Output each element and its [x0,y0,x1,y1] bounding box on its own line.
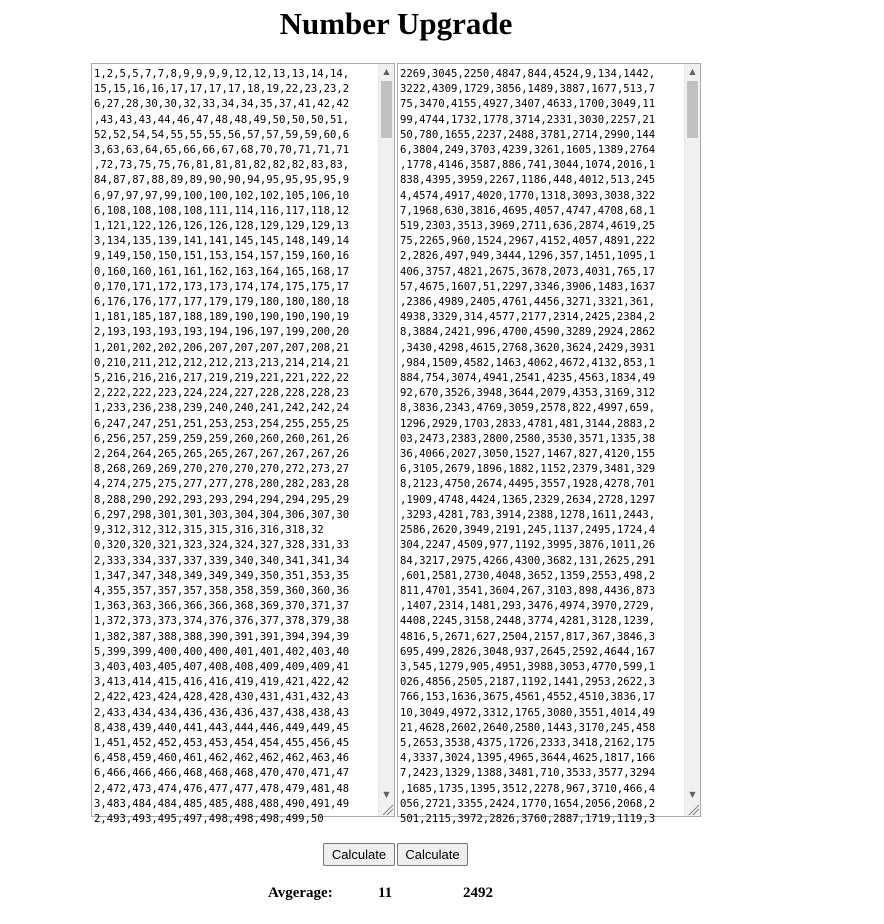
right-number-textarea[interactable] [397,63,701,825]
right-textarea-content[interactable]: 2269,3045,2250,4847,844,4524,9,134,1442, 3222,4309,1729,3856,1489,3887,1677,513,7 75,3470,4155,4927,3407,4633,1700,3049,11 99,4744,1732,1778,3714,2331,3030,2257,21 50,780,1655,2237,2488,3781,2714,2990,144 6,3804,249,3703,4239,3261,1605,1389,2764 ,1778,4146,3587,886,741,3044,1074,2016,1 838,4395,3959,2267,1186,448,4012,513,245 4,4574,4917,4020,1770,1318,3093,3038,322 7,1968,630,3816,4695,4057,4747,4708,68,1 519,2303,3513,3969,2711,636,2874,4619,25 75,2265,960,1524,2967,4152,4057,4891,222 2,2826,497,949,3444,1296,357,1451,1095,1 406,3757,4821,2675,3678,2073,4031,765,17 57,4675,1607,51,2297,3346,3906,1483,1637 ,2386,4989,2405,4761,4456,3271,3321,361, 4938,3329,314,4577,2177,2314,2425,2384,2 8,3884,2421,996,4700,4590,3289,2924,2862 ,3430,4298,4615,2768,3620,3624,2429,3931 ,984,1509,4582,1463,4062,4672,4132,853,1 884,754,3074,4941,2541,4235,4563,1834,49 92,670,3526,3948,3644,2079,4353,3169,312 8,3836,2343,4769,3059,2578,822,4997,659, 1296,2929,1703,2833,4781,481,3144,2883,2 03,2473,2383,2800,2580,3530,3571,1335,38 36,4066,2027,3050,1527,1467,827,4120,155 6,3105,2679,1896,1882,1152,2379,3481,329 8,2123,4750,2674,4495,3557,1928,4278,701 ,1909,4748,4424,1365,2329,2634,2728,1297 ,3293,4281,783,3914,2388,1278,1611,2443, 2586,2620,3949,2191,245,1137,2495,1724,4 304,2247,4509,977,1192,3995,3876,1011,26 84,3217,2975,4266,4300,3682,131,2625,291 ,601,2581,2730,4048,3652,1359,2553,498,2 811,4701,3541,3604,267,3103,898,4436,873 ,1407,2314,1481,293,3476,4974,3970,2729, 4408,2245,3158,2448,3774,4281,3128,1239, 4816,5,2671,627,2504,2157,817,367,3846,3 695,499,2826,3048,937,2645,2592,4644,167 3,545,1279,905,4951,3988,3053,4770,599,1 026,4856,2505,2187,1192,1441,2953,2622,3 766,153,1636,3675,4561,4552,4510,3836,17 10,3049,4972,3312,1765,3080,3551,4014,49 21,4628,2602,2640,2580,1443,3170,245,458 5,2653,3538,4375,1726,2333,3418,2162,175 4,3337,3024,1395,4965,3644,4625,1817,166 7,2423,1329,1388,3481,710,3533,3577,3294 ,1685,1735,1395,3512,2278,967,3710,466,4 056,2721,3355,2424,1770,1654,2056,2068,2 501,2115,3972,2826,3760,2887,1719,1119,3 [400,68,656,825]
scroll-up-arrow-icon[interactable]: ▲ [689,67,696,76]
resize-grip-icon[interactable] [381,803,393,815]
calculate-right-button[interactable]: Calculate [397,843,468,866]
average-right-value: 2492 [463,885,493,901]
scroll-down-arrow-icon[interactable]: ▼ [689,790,696,799]
scroll-up-arrow-icon[interactable]: ▲ [383,67,390,76]
scrollbar-thumb[interactable] [381,81,392,138]
left-textarea-content[interactable]: 1,2,5,5,7,7,8,9,9,9,9,12,12,13,13,14,14, 15,15,16,16,17,17,17,17,18,19,22,23,23,2 6,27,28,30,30,32,33,34,34,35,37,41,42,42 ,43,43,43,44,46,47,48,48,49,50,50,50,51, 52,52,54,54,55,55,55,56,57,57,59,59,60,6 3,63,63,64,65,66,66,67,68,70,70,71,71,71 ,72,73,75,75,76,81,81,81,82,82,82,83,83, 84,87,87,88,89,89,90,90,94,95,95,95,95,9 6,97,97,97,99,100,100,102,102,105,106,10 6,108,108,108,108,111,114,116,117,118,12 1,121,122,126,126,126,128,129,129,129,13 3,134,135,139,141,141,145,145,148,149,14 9,149,150,150,151,153,154,157,159,160,16 0,160,160,161,161,162,163,164,165,168,17 0,170,171,172,173,173,174,174,175,175,17 6,176,176,177,177,179,179,180,180,180,18 1,181,185,187,188,189,190,190,190,190,19 2,193,193,193,193,194,196,197,199,200,20 1,201,202,202,206,207,207,207,207,208,21 0,210,211,212,212,212,213,213,214,214,21 5,216,216,216,217,219,219,221,221,222,22 2,222,222,223,224,224,227,228,228,228,23 1,233,236,238,239,240,240,241,242,242,24 6,247,247,251,251,253,253,254,255,255,25 6,256,257,259,259,259,260,260,260,261,26 2,264,264,265,265,265,267,267,267,267,26 8,268,269,269,270,270,270,270,272,273,27 4,274,275,275,277,277,278,280,282,283,28 8,288,290,292,293,293,294,294,294,295,29 6,297,298,301,301,303,304,304,306,307,30 9,312,312,312,315,315,316,316,318,32 0,320,320,321,323,324,324,327,328,331,33 2,333,334,337,337,339,340,340,341,341,34 1,347,347,348,349,349,349,350,351,353,35 4,355,357,357,357,358,358,359,360,360,36 1,363,363,366,366,366,368,369,370,371,37 1,372,373,373,374,376,376,377,378,379,38 1,382,387,388,388,390,391,391,394,394,39 5,399,399,400,400,400,401,401,402,403,40 3,403,403,405,407,408,408,409,409,409,41 3,413,414,415,416,416,419,419,421,422,42 2,422,423,424,428,428,430,431,431,432,43 2,433,434,434,436,436,436,437,438,438,43 8,438,439,440,441,443,444,446,449,449,45 1,451,452,452,453,453,454,454,455,456,45 6,458,459,460,461,462,462,462,462,463,46 6,466,466,466,468,468,468,470,470,471,47 2,472,473,474,476,477,477,478,479,481,48 3,483,484,484,485,485,488,488,490,491,49 2,493,493,495,497,498,498,498,499,50 [94,68,350,825]
average-left-value: 11 [378,885,393,901]
right-vertical-scrollbar[interactable] [684,64,700,816]
resize-grip-icon[interactable] [687,803,699,815]
scrollbar-thumb[interactable] [687,81,698,138]
page-title: Number Upgrade [279,6,513,41]
left-vertical-scrollbar[interactable] [378,64,394,816]
scroll-down-arrow-icon[interactable]: ▼ [383,790,390,799]
calculate-left-button[interactable]: Calculate [323,843,395,866]
left-number-textarea[interactable] [91,63,395,825]
average-label: Avgerage: [268,885,333,901]
